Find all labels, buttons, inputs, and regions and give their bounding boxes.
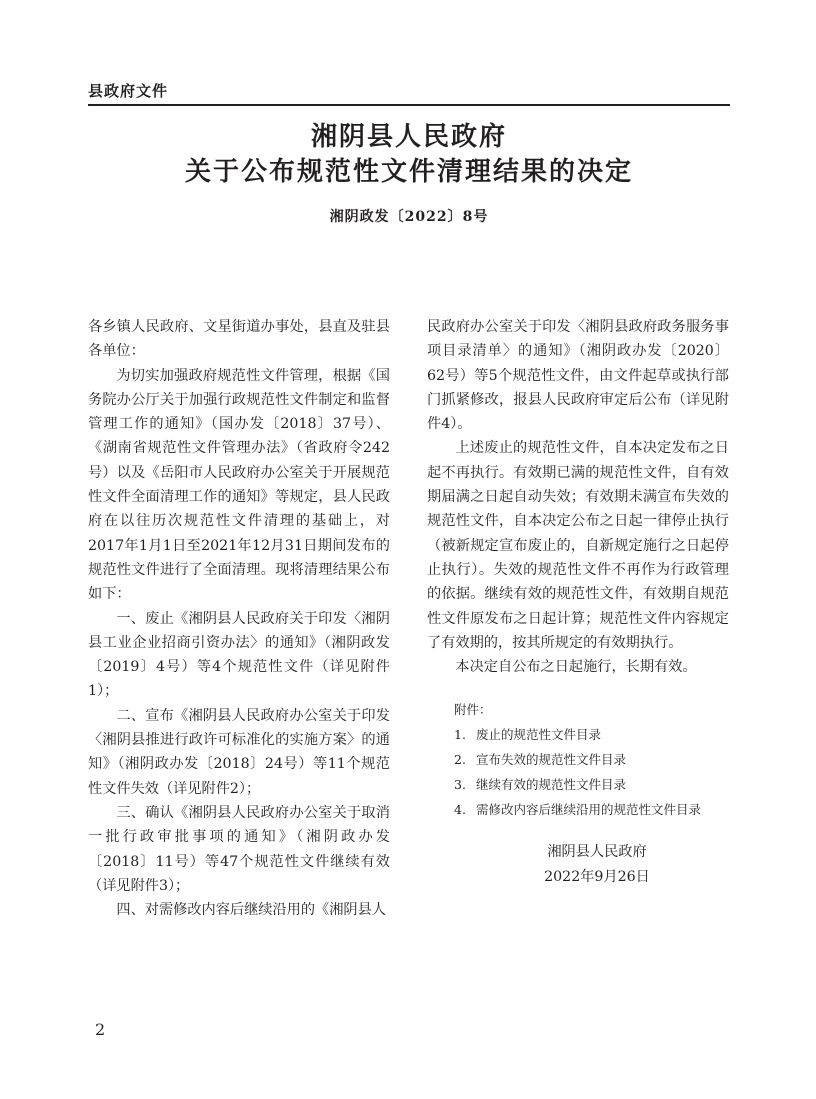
section-label: 县政府文件 xyxy=(88,82,169,100)
issue-date: 2022年9月26日 xyxy=(544,868,650,885)
left-column xyxy=(88,315,390,922)
attachment-item xyxy=(427,797,729,822)
document-title-line-2: 关于公布规范性文件清理结果的决定 xyxy=(184,157,633,187)
effective-date-paragraph: 本决定自公布之日起施行，长期有效。 xyxy=(455,659,697,676)
attachment-number: 2. xyxy=(454,752,466,768)
attachment-list xyxy=(427,697,729,822)
decision-item-3: 三、确认《湘阴县人民政府办公室关于取消一批行政审批事项的通知》（湘阴政办发〔2018〕11号）等47个规范性文件继续有效（详见附件3）； xyxy=(88,804,390,894)
document-title-line-1: 湘阴县人民政府 xyxy=(310,122,507,152)
attachment-item xyxy=(427,722,729,747)
decision-item-1: 一、废止《湘阴县人民政府关于印发〈湘阴县工业企业招商引资办法〉的通知》（湘阴政发〔2019〕4号）等4个规范性文件（详见附件1）； xyxy=(88,610,390,700)
right-column xyxy=(427,315,729,889)
intro-paragraph: 为切实加强政府规范性文件管理，根据《国务院办公厅关于加强行政规范性文件制定和监督管理工作的通知》（国办发〔2018〕37号）、《湖南省规范性文件管理办法》（省政府令242号）以及《岳阳市人民政府办公室关于开展规范性文件全面清理工作的通知》等规定，县人民政府在以往历次规范性文件清理的基础上，对2017年1月1日至2021年12月31日期间发布的规范性文件进行了全面清理。现将清理结果公布如下： xyxy=(88,367,390,603)
attachment-list-title: 附件： xyxy=(454,702,492,718)
page-number: 2 xyxy=(95,1020,106,1039)
attachment-label: 需修改内容后继续沿用的规范性文件目录 xyxy=(476,802,702,818)
attachment-label: 继续有效的规范性文件目录 xyxy=(476,777,627,793)
effect-paragraph: 上述废止的规范性文件，自本决定发布之日起不再执行。有效期已满的规范性文件，自有效期届满之日起自动失效；有效期未满宣布失效的规范性文件，自本决定公布之日起一律停止执行（被新规定宣布废止的，自新规定施行之日起停止执行）。失效的规范性文件不再作为行政管理的依据。继续有效的规范性文件，有效期自规范性文件原发布之日起计算；规范性文件内容规定了有效期的，按其所规定的有效期执行。 xyxy=(427,440,729,651)
attachment-label: 宣布失效的规范性文件目录 xyxy=(476,752,627,768)
attachment-item xyxy=(427,747,729,772)
attachment-number: 4. xyxy=(454,802,466,818)
signature-block xyxy=(427,840,729,889)
attachment-label: 废止的规范性文件目录 xyxy=(476,727,602,743)
document-number: 湘阴政发〔2022〕8号 xyxy=(329,209,489,225)
attachment-number: 3. xyxy=(454,777,466,793)
attachment-item xyxy=(427,772,729,797)
decision-item-4-start: 四、对需修改内容后继续沿用的《湘阴县人 xyxy=(116,902,386,919)
addressee: 各乡镇人民政府、文星街道办事处，县直及驻县各单位： xyxy=(88,319,390,360)
decision-item-2: 二、宣布《湘阴县人民政府办公室关于印发〈湘阴县推进行政许可标准化的实施方案〉的通知》（湘阴政办发〔2018〕24号）等11个规范性文件失效（详见附件2）； xyxy=(88,707,390,797)
header-divider xyxy=(88,104,730,106)
attachment-number: 1. xyxy=(454,727,466,743)
issuer-name: 湘阴县人民政府 xyxy=(547,844,647,861)
decision-item-4-continued: 民政府办公室关于印发〈湘阴县政府政务服务事项目录清单〉的通知》（湘阴政办发〔2020〕62号）等5个规范性文件，由文件起草或执行部门抓紧修改，报县人民政府审定后公布（详见附件4）。 xyxy=(427,319,729,433)
